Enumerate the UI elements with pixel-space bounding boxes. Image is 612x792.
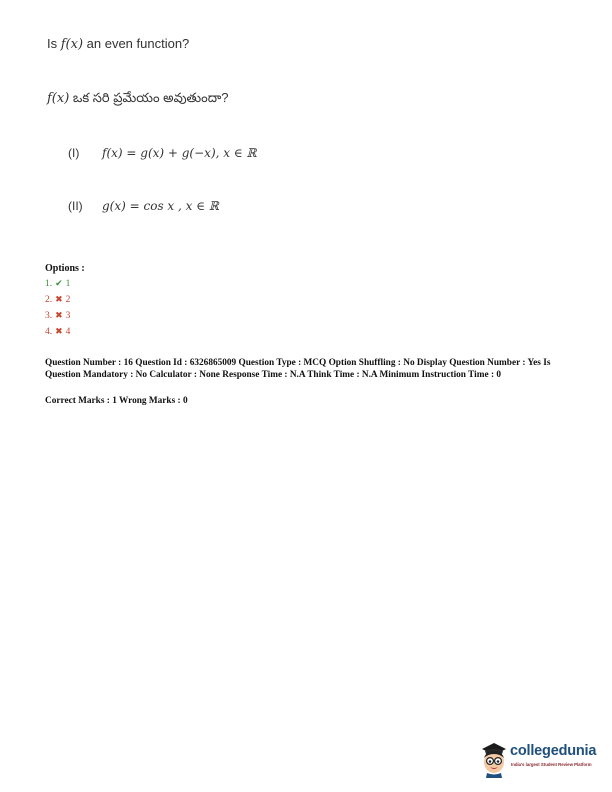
option-1-number: 1.: [45, 279, 53, 289]
statement-1-expression: f(x) = g(x) + g(−x), x ∈ ℝ: [102, 146, 257, 160]
student-mascot-icon: [478, 738, 510, 778]
check-icon: ✔: [55, 279, 63, 289]
option-3-number: 3.: [45, 311, 53, 321]
option-1-text: 1: [65, 279, 71, 289]
question-te-text: ఒక సరి ప్రమేయం అవుతుందా?: [69, 90, 229, 105]
question-telugu: [47, 90, 229, 109]
cross-icon: ✖: [55, 327, 63, 337]
option-3-text: 3: [65, 311, 71, 321]
option-2-number: 2.: [45, 295, 53, 305]
statement-2-expression: g(x) = cos x , x ∈ ℝ: [102, 199, 219, 213]
statement-2-number: (II): [68, 199, 83, 213]
question-en-math: f(x): [60, 37, 84, 52]
option-4: [45, 327, 70, 337]
collegedunia-logo: [478, 738, 604, 778]
question-en-suffix: an even function?: [83, 36, 190, 51]
cross-icon: ✖: [55, 295, 63, 305]
question-metadata: Question Number : 16 Question Id : 6326865009 Question Type : MCQ Option Shuffling : No Display Question Number : Yes Is Question Mandatory : No Calculator : None Response Time : N.A Think Time : N.A Minimum Instruction Time : 0: [45, 358, 551, 380]
statement-2: [68, 199, 219, 213]
marks-info: Correct Marks : 1 Wrong Marks : 0: [45, 396, 188, 406]
statement-1-number: (I): [68, 146, 80, 160]
logo-wordmark: collegedunia: [510, 743, 597, 759]
option-2-text: 2: [65, 295, 71, 305]
option-1: [45, 279, 70, 289]
question-te-math: f(x): [47, 91, 70, 106]
cross-icon: ✖: [55, 311, 63, 321]
question-en-prefix: Is: [47, 36, 61, 51]
question-english: [47, 36, 189, 52]
option-2: [45, 295, 70, 305]
option-4-number: 4.: [45, 327, 53, 337]
options-header: Options :: [45, 263, 85, 274]
option-4-text: 4: [65, 327, 71, 337]
option-3: [45, 311, 70, 321]
logo-tagline: India's largest Student Review Platform: [511, 762, 592, 767]
statement-1: [68, 146, 257, 160]
